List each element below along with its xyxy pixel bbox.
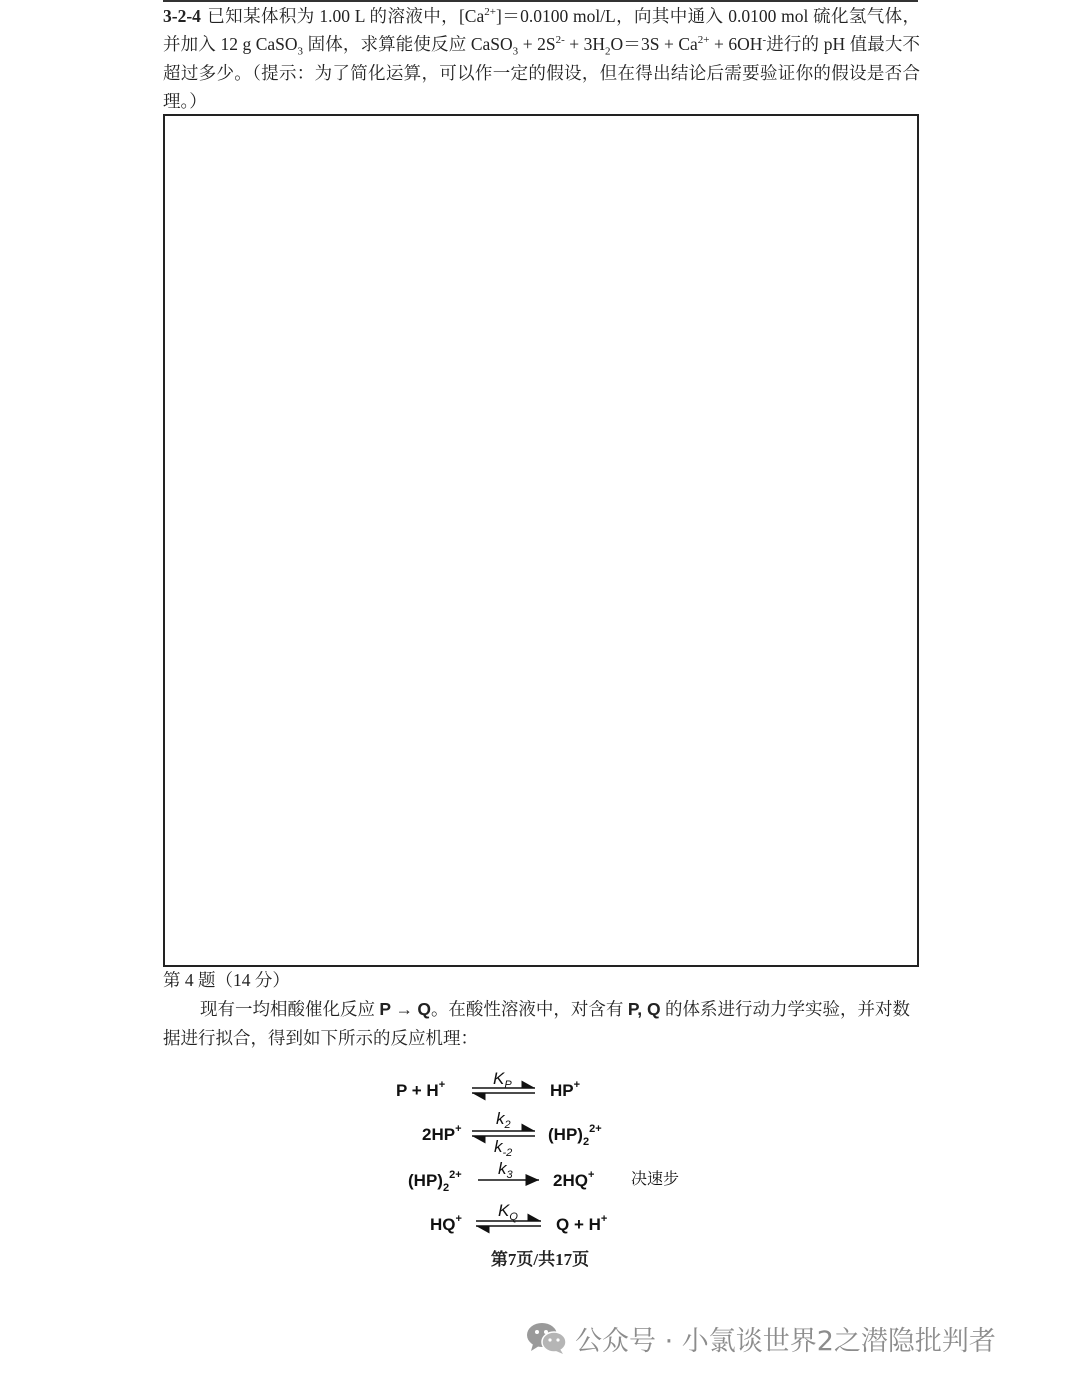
intro-text: 。在酸性溶液中，对含有	[430, 999, 628, 1019]
rate-determining-note: 决速步	[631, 1169, 680, 1188]
step1-constant: $K_P$	[493, 1069, 512, 1091]
mechanism-step-1	[396, 1069, 580, 1100]
watermark-text: 公众号 · 小氯谈世界2之潜隐批判者	[575, 1325, 996, 1357]
step3-constant: $k_3$	[498, 1159, 513, 1181]
step4-right: Q + H+	[556, 1213, 608, 1234]
subscript: 2	[605, 45, 611, 58]
mechanism-step-3	[408, 1159, 679, 1194]
step2-forward-constant: $k_2$	[496, 1109, 511, 1131]
problem-text: O＝3S + Ca	[610, 34, 698, 55]
problem-text: 进行的 pH 值最大不超过多少。（提示：为了简化运算，可以作一定的假设，但在得出结论后需要验证你的假设是否合理。）	[163, 34, 921, 111]
problem-number: 3-2-4	[163, 6, 201, 26]
problem-3-2-4	[163, 2, 920, 115]
intro-text: 的体系进行动力学实验，并对数据进行拟合，得到如下所示的反应机理：	[163, 999, 910, 1048]
step4-constant: $K_Q$	[498, 1201, 518, 1223]
step2-right: $(HP)_2^{2+}$	[548, 1123, 602, 1148]
superscript: 2-	[555, 34, 565, 47]
subscript: 3	[297, 45, 304, 58]
problem-text: + 3H	[564, 34, 606, 55]
species-p: P	[379, 999, 392, 1019]
superscript: 2+	[697, 34, 710, 47]
step3-left: $(HP)_2^{2+}$	[408, 1169, 462, 1194]
mechanism-step-4	[430, 1201, 607, 1234]
subscript: 3	[512, 45, 519, 58]
step4-left: HQ+	[430, 1213, 462, 1234]
reaction-arrow: →	[391, 999, 418, 1019]
step1-left: P + H+	[396, 1079, 446, 1100]
step3-right: 2HQ+	[553, 1169, 595, 1190]
watermark	[525, 1318, 996, 1358]
problem-text: + 6OH	[709, 34, 763, 55]
step2-left: 2HP+	[422, 1123, 462, 1144]
question-4-intro	[163, 995, 920, 1052]
superscript: -	[762, 34, 767, 47]
answer-box[interactable]	[163, 114, 919, 967]
problem-text: 固体，求算能使反应 CaSO	[303, 34, 513, 55]
problem-text: ]＝0.0100 mol/L，向其中通入 0.0100 mol 硫化氢气体，并加入 12 g CaSO	[163, 6, 921, 55]
reaction-mechanism	[0, 1062, 1080, 1242]
superscript: 2+	[484, 6, 496, 19]
wechat-icon	[525, 1320, 569, 1356]
intro-text: 现有一均相酸催化反应	[200, 999, 380, 1019]
problem-text: + 2S	[518, 34, 556, 55]
step2-reverse-constant: $k_{-2}$	[494, 1137, 513, 1159]
mechanism-step-2	[422, 1109, 602, 1159]
species-q: Q	[417, 999, 431, 1019]
step1-right: HP+	[550, 1079, 581, 1100]
page-footer: 第7页/共17页	[490, 1250, 590, 1269]
problem-text: 已知某体积为 1.00 L 的溶液中，[Ca	[206, 6, 485, 26]
species-pq: P, Q	[627, 999, 661, 1019]
question-4-header: 第 4 题（14 分）	[163, 970, 290, 990]
